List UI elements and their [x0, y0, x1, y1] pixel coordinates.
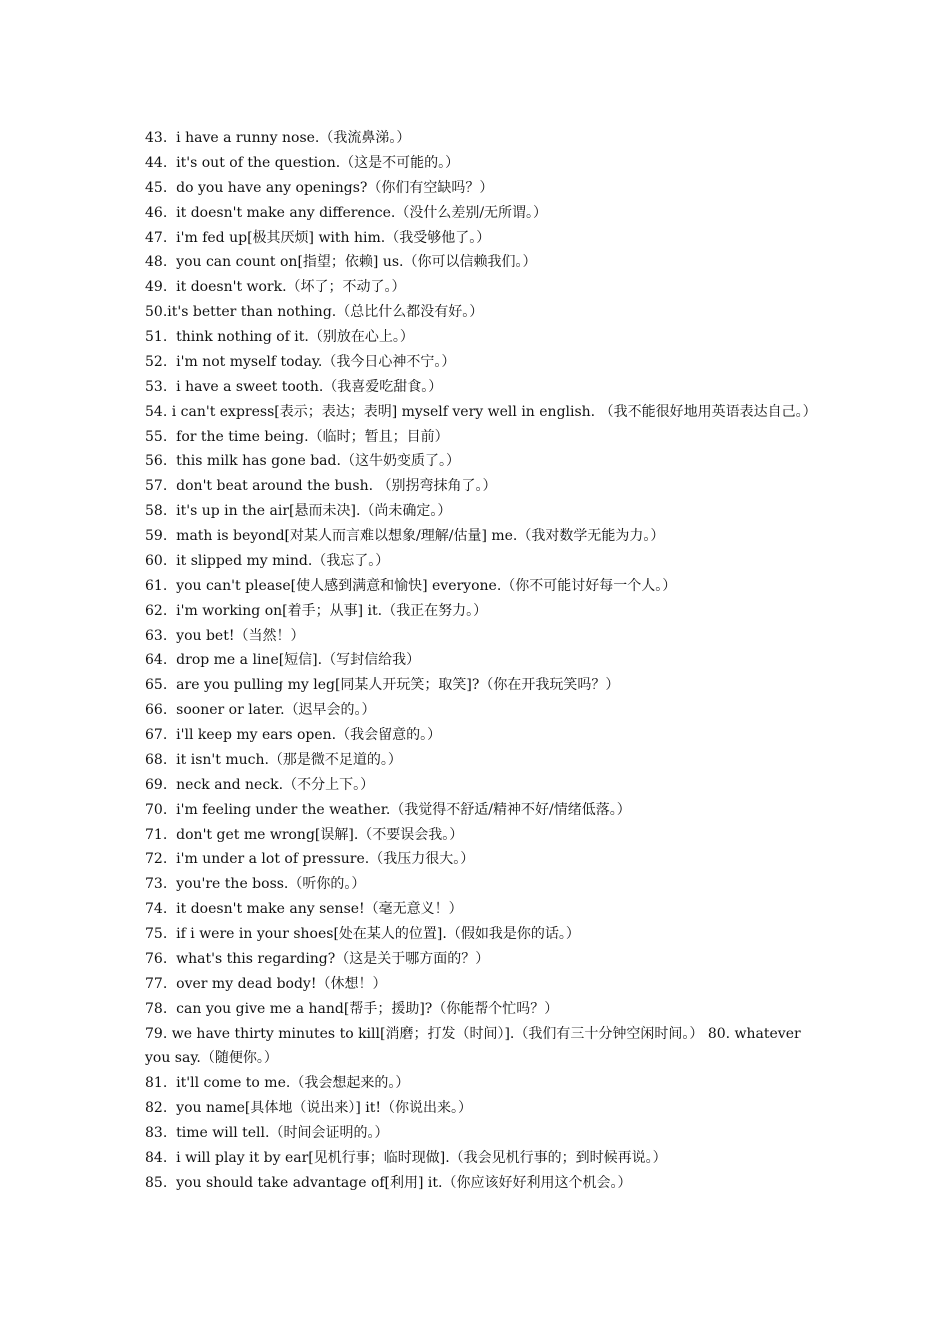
text-line: 78. can you give me a hand[帮手；援助]?（你能帮个忙吗？）: [145, 1000, 559, 1017]
text-line: 56. this milk has gone bad.（这牛奶变质了。）: [145, 453, 460, 470]
text-line: 44. it's out of the question.（这是不可能的。）: [145, 154, 460, 171]
document-body: [145, 126, 815, 1196]
text-line: 67. i'll keep my ears open.（我会留意的。）: [145, 727, 442, 743]
text-line: 55. for the time being.（临时；暂且；目前）: [145, 428, 449, 445]
text-line: 79. we have thirty minutes to kill[消磨；打发（时间）].（我们有三十分钟空闲时间。） 80. whatever you say.（随便你。）: [145, 1025, 801, 1067]
text-line: 57. don't beat around the bush. （别拐弯抹角了。）: [145, 478, 497, 495]
text-line: 72. i'm under a lot of pressure.（我压力很大。）: [145, 851, 475, 868]
text-line: 49. it doesn't work.（坏了；不动了。）: [145, 279, 406, 296]
text-line: 71. don't get me wrong[误解].（不要误会我。）: [145, 826, 464, 843]
text-line: 73. you're the boss.（听你的。）: [145, 876, 366, 893]
text-line: 84. i will play it by ear[见机行事；临时现做].（我会见机行事的；到时候再说。）: [145, 1149, 667, 1166]
text-line: 65. are you pulling my leg[同某人开玩笑；取笑]?（你在开我玩笑吗？）: [145, 677, 620, 694]
text-line: 74. it doesn't make any sense!（毫无意义！）: [145, 901, 463, 918]
text-line: 82. you name[具体地（说出来）] it!（你说出来。）: [145, 1100, 472, 1117]
text-line: 75. if i were in your shoes[处在某人的位置].（假如我是你的话。）: [145, 926, 580, 942]
text-line: 47. i'm fed up[极其厌烦] with him.（我受够他了。）: [145, 229, 491, 246]
text-line: 83. time will tell.（时间会证明的。）: [145, 1125, 389, 1141]
text-line: 85. you should take advantage of[利用] it.（你应该好好利用这个机会。）: [145, 1174, 632, 1191]
text-line: 77. over my dead body!（休想！）: [145, 975, 387, 992]
text-line: 50.it's better than nothing.（总比什么都没有好。）: [145, 304, 484, 321]
text-line: 69. neck and neck.（不分上下。）: [145, 776, 375, 793]
text-line: 54. i can't express[表示；表达；表明] myself very well in english. （我不能很好地用英语表达自己。）: [145, 403, 817, 420]
text-line: 48. you can count on[指望；依赖] us.（你可以信赖我们。）: [145, 254, 537, 271]
text-line: 62. i'm working on[着手；从事] it.（我正在努力。）: [145, 602, 488, 619]
text-line: 61. you can't please[使人感到满意和愉快] everyone.（你不可能讨好每一个人。）: [145, 577, 677, 594]
text-line: 45. do you have any openings?（你们有空缺吗？）: [145, 179, 494, 196]
text-line: 76. what's this regarding?（这是关于哪方面的？）: [145, 950, 490, 967]
text-line: 52. i'm not myself today.（我今日心神不宁。）: [145, 353, 456, 370]
text-line: 66. sooner or later.（迟早会的。）: [145, 702, 376, 719]
text-line: 53. i have a sweet tooth.（我喜爱吃甜食。）: [145, 378, 443, 395]
text-line: 60. it slipped my mind.（我忘了。）: [145, 552, 390, 569]
text-line: 58. it's up in the air[悬而未决].（尚未确定。）: [145, 503, 452, 520]
text-line: 43. i have a runny nose.（我流鼻涕。）: [145, 130, 411, 146]
text-line: 64. drop me a line[短信].（写封信给我）: [145, 652, 421, 669]
text-line: 68. it isn't much.（那是微不足道的。）: [145, 751, 402, 768]
text-line: 46. it doesn't make any difference.（没什么差别/无所谓。）: [145, 204, 548, 221]
text-line: 59. math is beyond[对某人而言难以想象/理解/估量] me.（我对数学无能为力。）: [145, 528, 665, 544]
text-line: 51. think nothing of it.（别放在心上。）: [145, 329, 414, 345]
text-line: 81. it'll come to me.（我会想起来的。）: [145, 1075, 410, 1092]
text-line: 70. i'm feeling under the weather.（我觉得不舒适/精神不好/情绪低落。）: [145, 801, 631, 818]
text-line: 63. you bet!（当然！）: [145, 627, 305, 644]
